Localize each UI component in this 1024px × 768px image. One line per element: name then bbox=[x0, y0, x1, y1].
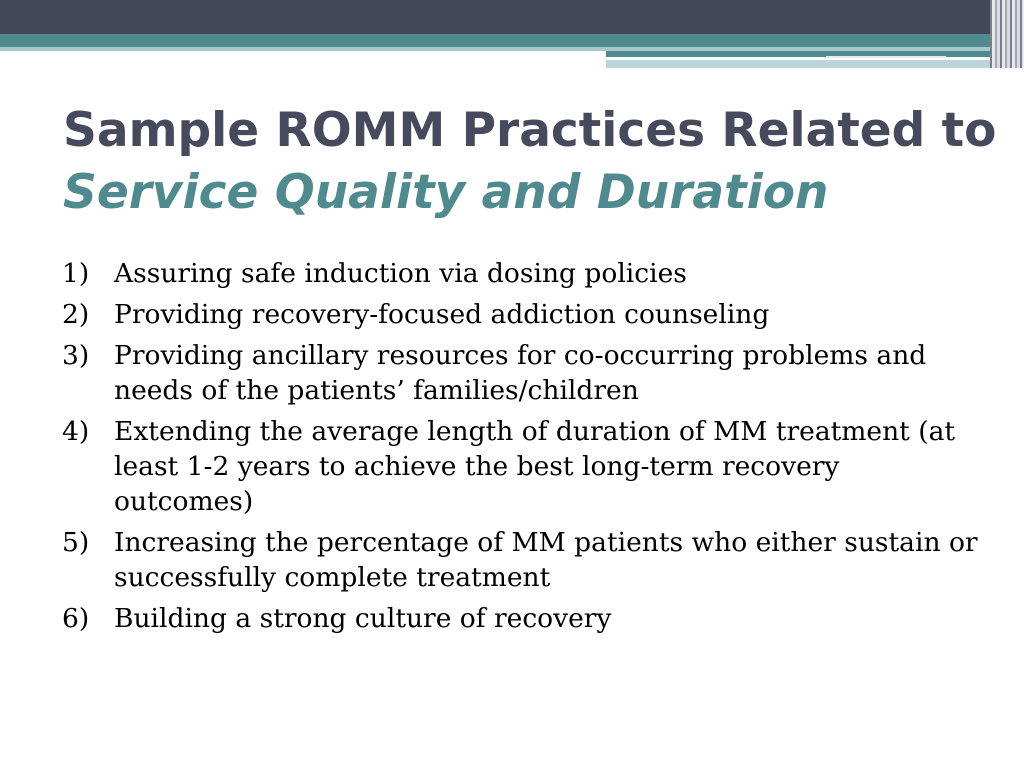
list-item-text: Providing ancillary resources for co-occurring problems and needs of the patients’ families/children bbox=[114, 340, 927, 406]
list-item-text: Assuring safe induction via dosing policies bbox=[114, 258, 687, 289]
list-item bbox=[62, 525, 982, 595]
header-band-right-accent bbox=[606, 51, 1024, 57]
list-item-text: Building a strong culture of recovery bbox=[114, 603, 612, 634]
list-item-number: 2) bbox=[62, 299, 90, 330]
list-item-text: Providing recovery-focused addiction counseling bbox=[114, 299, 770, 330]
list-item bbox=[62, 338, 982, 408]
practice-list bbox=[62, 256, 982, 642]
header-band-teal bbox=[0, 34, 1024, 47]
list-item bbox=[62, 601, 982, 636]
slide-title-line1: Sample ROMM Practices Related to bbox=[63, 103, 997, 158]
header-band-dark bbox=[0, 0, 1024, 34]
list-item-number: 4) bbox=[62, 416, 90, 447]
list-item-number: 1) bbox=[62, 258, 90, 289]
list-item-text: Extending the average length of duration of MM treatment (at least 1-2 years to achieve the best long-term recovery outcomes) bbox=[114, 416, 956, 517]
slide-title bbox=[63, 100, 1003, 224]
list-item-number: 6) bbox=[62, 603, 90, 634]
list-item bbox=[62, 414, 982, 519]
slide-title-line2: Service Quality and Duration bbox=[63, 165, 829, 220]
list-item-number: 5) bbox=[62, 527, 90, 558]
list-item-number: 3) bbox=[62, 340, 90, 371]
list-item bbox=[62, 297, 982, 332]
list-item bbox=[62, 256, 982, 291]
list-item-text: Increasing the percentage of MM patients who either sustain or successfully complete treatment bbox=[114, 527, 978, 593]
header-vertical-stripes bbox=[990, 0, 1024, 68]
header-band-right-highlight bbox=[826, 56, 946, 58]
header-band-right-light bbox=[606, 60, 1024, 68]
